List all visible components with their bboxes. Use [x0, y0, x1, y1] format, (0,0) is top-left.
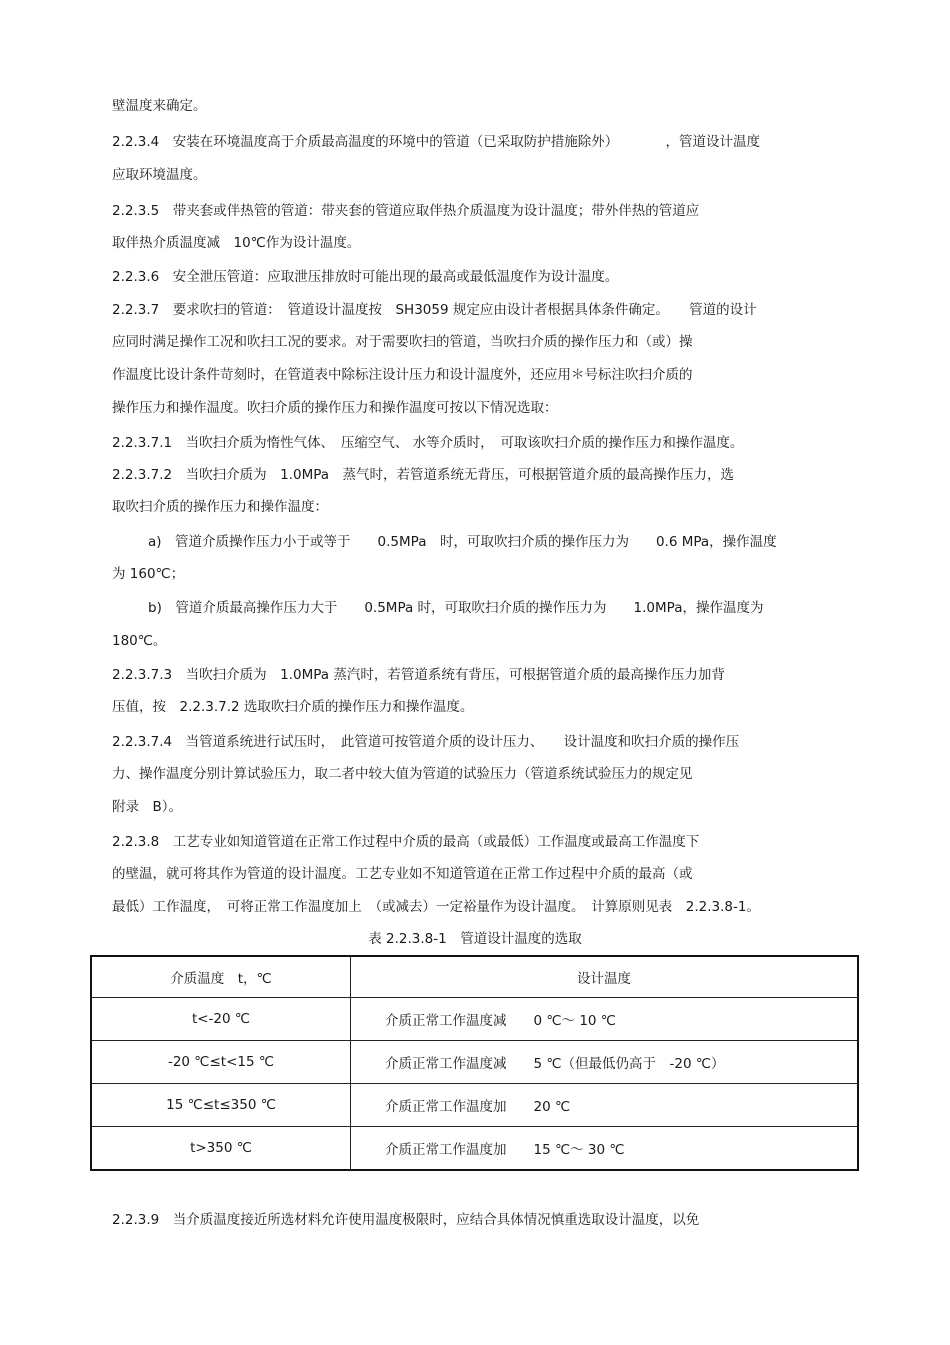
list-item-b: b) 管道介质最高操作压力大于 0.5MPa 时，可取吹扫介质的操作压力为 1.0MPa，操作温度为	[148, 600, 764, 616]
paragraph-line: 作温度比设计条件苛刻时，在管道表中除标注设计压力和设计温度外，还应用＊号标注吹扫介质的	[112, 367, 693, 383]
paragraph-line: 取吹扫介质的操作压力和操作温度：	[112, 499, 328, 515]
header-design-temperature: 设计温度	[351, 956, 859, 998]
paragraph-line: 2.2.3.7.1 当吹扫介质为惰性气体、 压缩空气、 水等介质时， 可取该吹扫介质的操作压力和操作温度。	[112, 435, 744, 451]
paragraph-line: 2.2.3.7 要求吹扫的管道： 管道设计温度按 SH3059 规定应由设计者根据具体条件确定。 管道的设计	[112, 302, 757, 318]
paragraph-line: 壁温度来确定。	[112, 98, 207, 114]
design-temperature-table	[90, 955, 859, 1171]
paragraph-line: 2.2.3.7.4 当管道系统进行试压时， 此管道可按管道介质的设计压力、 设计温度和吹扫介质的操作压	[112, 734, 740, 750]
table-row	[91, 1041, 858, 1084]
table-cell: t<-20 ℃	[91, 998, 351, 1041]
table-cell: 介质正常工作温度加 15 ℃～ 30 ℃	[351, 1127, 859, 1171]
paragraph-line: 最低）工作温度， 可将正常工作温度加上 （或减去）一定裕量作为设计温度。 计算原则见表 2.2.3.8-1。	[112, 899, 760, 915]
paragraph-line: 压值，按 2.2.3.7.2 选取吹扫介质的操作压力和操作温度。	[112, 699, 474, 715]
table-cell: 介质正常工作温度加 20 ℃	[351, 1084, 859, 1127]
paragraph-line: 2.2.3.6 安全泄压管道：应取泄压排放时可能出现的最高或最低温度作为设计温度。	[112, 269, 619, 285]
paragraph-line: 2.2.3.4 安装在环境温度高于介质最高温度的环境中的管道（已采取防护措施除外） ，管道设计温度	[112, 134, 760, 150]
paragraph-line: 为 160℃；	[112, 566, 185, 582]
table-row	[91, 1084, 858, 1127]
paragraph-line: 操作压力和操作温度。吹扫介质的操作压力和操作温度可按以下情况选取：	[112, 400, 558, 416]
table-cell: 介质正常工作温度减 5 ℃（但最低仍高于 -20 ℃）	[351, 1041, 859, 1084]
table-cell: t>350 ℃	[91, 1127, 351, 1171]
paragraph-line: 2.2.3.7.3 当吹扫介质为 1.0MPa 蒸汽时，若管道系统有背压，可根据管道介质的最高操作压力加背	[112, 667, 725, 683]
paragraph-line: 附录 B）。	[112, 799, 183, 815]
paragraph-line: 2.2.3.8 工艺专业如知道管道在正常工作过程中介质的最高（或最低）工作温度或最高工作温度下	[112, 834, 700, 850]
paragraph-line: 取伴热介质温度减 10℃作为设计温度。	[112, 235, 361, 251]
paragraph-line: 应同时满足操作工况和吹扫工况的要求。对于需要吹扫的管道，当吹扫介质的操作压力和（或）操	[112, 334, 693, 350]
table-row	[91, 998, 858, 1041]
table-header-row	[91, 956, 858, 998]
list-item-a: a) 管道介质操作压力小于或等于 0.5MPa 时，可取吹扫介质的操作压力为 0.6 MPa，操作温度	[148, 534, 777, 550]
header-medium-temperature: 介质温度 t，℃	[91, 956, 351, 998]
paragraph-line: 2.2.3.7.2 当吹扫介质为 1.0MPa 蒸气时，若管道系统无背压，可根据管道介质的最高操作压力，选	[112, 467, 735, 483]
table-row	[91, 1127, 858, 1171]
table-cell: -20 ℃≤t<15 ℃	[91, 1041, 351, 1084]
table-cell: 15 ℃≤t≤350 ℃	[91, 1084, 351, 1127]
table-caption: 表 2.2.3.8-1 管道设计温度的选取	[368, 931, 582, 947]
paragraph-line: 应取环境温度。	[112, 167, 207, 183]
paragraph-line: 2.2.3.9 当介质温度接近所选材料允许使用温度极限时，应结合具体情况慎重选取设计温度，以免	[112, 1212, 700, 1228]
paragraph-line: 2.2.3.5 带夹套或伴热管的管道：带夹套的管道应取伴热介质温度为设计温度；带外伴热的管道应	[112, 203, 700, 219]
table-cell: 介质正常工作温度减 0 ℃～ 10 ℃	[351, 998, 859, 1041]
paragraph-line: 的壁温，就可将其作为管道的设计温度。工艺专业如不知道管道在正常工作过程中介质的最高（或	[112, 866, 693, 882]
paragraph-line: 力、操作温度分别计算试验压力，取二者中较大值为管道的试验压力（管道系统试验压力的规定见	[112, 766, 693, 782]
paragraph-line: 180℃。	[112, 633, 167, 649]
